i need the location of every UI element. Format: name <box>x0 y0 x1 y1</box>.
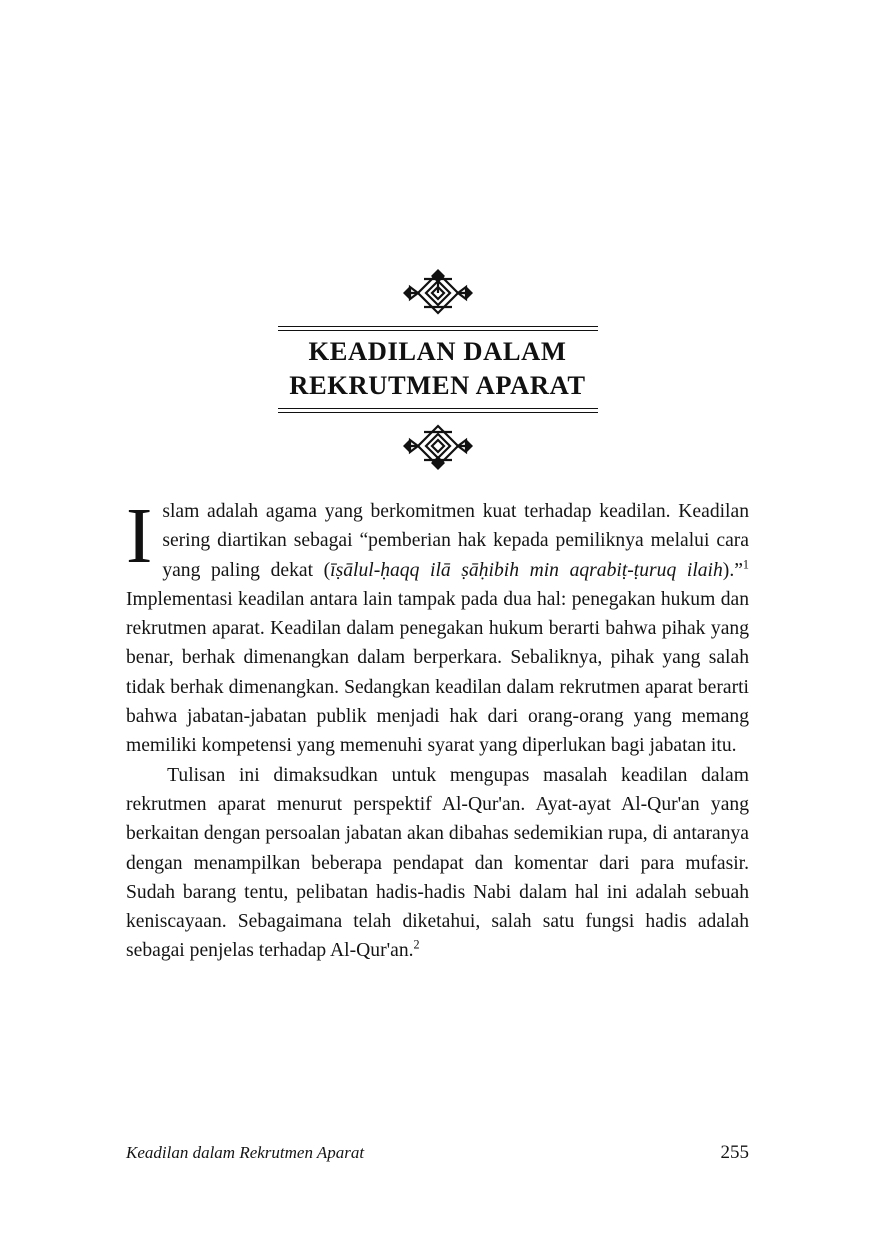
running-head: Keadilan dalam Rekrutmen Aparat <box>126 1143 365 1162</box>
body-text-column <box>126 493 749 966</box>
drop-cap: I <box>126 493 153 580</box>
paragraph-1 <box>126 493 749 761</box>
footnote-marker-2[interactable]: 2 <box>413 937 420 952</box>
arabesque-ornament-bottom-icon <box>0 413 875 471</box>
page-footer <box>126 1142 749 1164</box>
paragraph-2-text: Tulisan ini dimaksudkan untuk mengupas masalah keadilan dalam rekrutmen aparat menurut perspektif Al-Qur'an. Ayat-ayat Al-Qur'an yang berkaitan dengan persoalan jabatan akan dibahas sedemikian rupa, di antaranya dengan menampilkan beberapa pendapat dan komentar dari para mufasir. Sudah barang tentu, pelibatan hadis-hadis Nabi dalam hal ini adalah sebuah keniscayaan. Sebagaimana telah diketahui, salah satu fungsi hadis adalah sebagai penjelas terhadap Al-Qur'an. <box>126 764 749 962</box>
chapter-title-line-2: REKRUTMEN APARAT <box>289 370 586 401</box>
page-number: 255 <box>720 1142 749 1163</box>
chapter-title-block <box>0 326 875 413</box>
paragraph-2 <box>126 761 749 966</box>
chapter-title-line-1: KEADILAN DALAM <box>308 336 567 366</box>
paragraph-1-italic-phrase: īṣālul-ḥaqq ilā ṣāḥibih min aqrabiṭ-ṭuruq ilaih <box>330 559 723 581</box>
arabesque-ornament-top-icon <box>0 268 875 326</box>
page-title <box>0 328 875 409</box>
chapter-header <box>0 268 875 471</box>
paragraph-1-text-tail: Implementasi keadilan antara lain tampak pada dua hal: penegakan hukum dan rekrutmen aparat. Keadilan dalam penegakan hukum berarti bahwa pihak yang benar, berhak dimenangkan dalam berperkara. Sebaliknya, pihak yang salah tidak berhak dimenangkan. Sedangkan keadilan dalam rekrutmen aparat berarti bahwa jabatan-jabatan publik menjadi hak dari orang-orang yang memang memiliki kompetensi yang memenuhi syarat yang diperlukan bagi jabatan itu. <box>126 588 749 757</box>
footnote-marker-1[interactable]: 1 <box>742 557 749 572</box>
paragraph-1-text-after-italic: ).” <box>722 559 743 581</box>
paragraph-1-text-before-italic: slam adalah agama yang berkomitmen kuat terhadap keadilan. Keadilan sering diartikan sebagai “pemberian hak kepada pemiliknya melalui cara yang paling dekat ( <box>162 501 749 581</box>
